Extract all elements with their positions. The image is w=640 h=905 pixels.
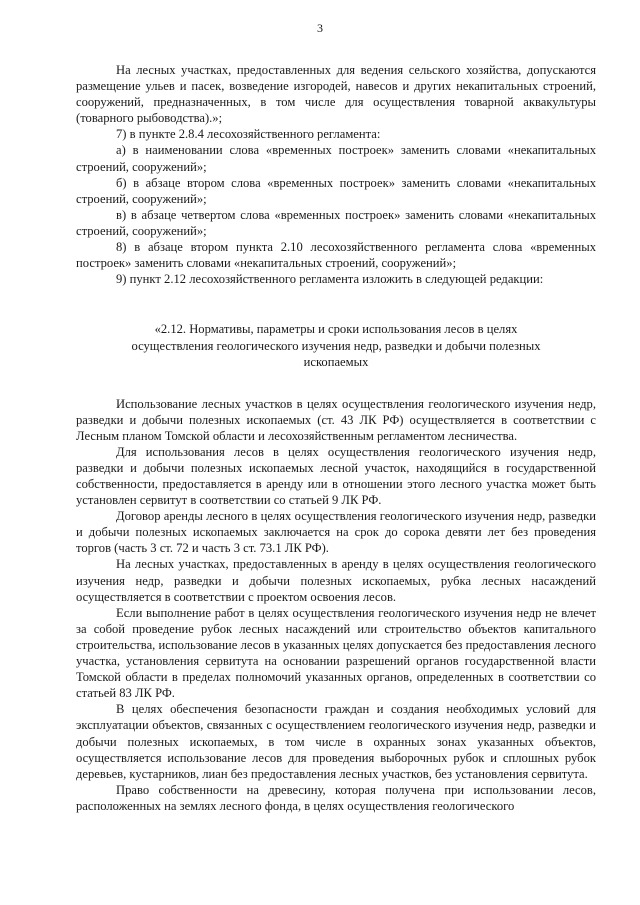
paragraph-section-5: Если выполнение работ в целях осуществления геологического изучения недр не влечет за собой проведение рубок лесных насаждений или строительство объектов капитального строительства, использование лесов в указанных целях допускается без предоставления лесного участка, установления сервитута на основании разрешений органов государственной власти Томской области в пределах полномочий указанных органов, определенных в соответствии со статьей 83 ЛК РФ. (76, 605, 596, 701)
paragraph-section-1: Использование лесных участков в целях осуществления геологического изучения недр, разведки и добычи полезных ископаемых (ст. 43 ЛК РФ) осуществляется в соответствии с Лесным планом Томской области и лесохозяйственным регламентом лесничества. (76, 396, 596, 443)
section-heading-line-3: ископаемых (303, 355, 369, 370)
document-body (76, 62, 596, 814)
section-heading-line-1: «2.12. Нормативы, параметры и сроки использования лесов в целях (154, 322, 518, 337)
paragraph-intro-1: На лесных участках, предоставленных для ведения сельского хозяйства, допускаются размещение ульев и пасек, возведение изгородей, навесов и других некапитальных строений, сооружений, предназначенных, в том числе для осуществления товарной аквакультуры (товарного рыбоводства).»; (76, 63, 596, 126)
section-heading-line-2: осуществления геологического изучения недр, разведки и добычи полезных (131, 338, 541, 353)
paragraph-section-6: В целях обеспечения безопасности граждан и создания необходимых условий для эксплуатации объектов, связанных с осуществлением геологического изучения недр, разведки и добычи полезных ископаемых, в том числе в охранных зонах указанных объектов, осуществляется использование лесов для проведения выборочных рубок и сплошных рубок деревьев, кустарников, лиан без предоставления лесных участков, без установления сервитута. (76, 702, 596, 781)
paragraph-section-7: Право собственности на древесину, которая получена при использовании лесов, расположенных на землях лесного фонда, в целях осуществления геологического (76, 782, 596, 813)
paragraph-intro-4: б) в абзаце втором слова «временных построек» заменить словами «некапитальных строений, сооружений»; (76, 175, 596, 206)
paragraph-intro-7: 9) пункт 2.12 лесохозяйственного регламента изложить в следующей редакции: (116, 272, 544, 287)
paragraph-section-4: На лесных участках, предоставленных в аренду в целях осуществления геологического изучения недр, разведки и добычи полезных ископаемых, рубка лесных насаждений осуществляется в соответствии с проектом освоения лесов. (76, 557, 596, 604)
paragraph-section-2: Для использования лесов в целях осуществления геологического изучения недр, разведки и добычи полезных ископаемых лесной участок, находящийся в государственной собственности, предоставляется в аренду или в отношении этого лесного участка может быть установлен сервитут в соответствии со статьей 9 ЛК РФ. (76, 444, 596, 508)
paragraph-intro-3: а) в наименовании слова «временных построек» заменить словами «некапитальных строений, сооружений»; (76, 143, 596, 174)
page-number: 3 (317, 21, 323, 35)
paragraph-intro-5: в) в абзаце четвертом слова «временных построек» заменить словами «некапитальных строений, сооружений»; (76, 207, 596, 238)
paragraph-intro-2: 7) в пункте 2.8.4 лесохозяйственного регламента: (116, 127, 381, 142)
paragraph-section-3: Договор аренды лесного в целях осуществления геологического изучения недр, разведки и добычи полезных ископаемых заключается на срок до сорока девяти лет без проведения торгов (часть 3 ст. 72 и часть 3 ст. 73.1 ЛК РФ). (76, 509, 596, 556)
paragraph-intro-6: 8) в абзаце втором пункта 2.10 лесохозяйственного регламента слова «временных построек» заменить словами «некапитальных строений, сооружений»; (76, 240, 596, 271)
section-heading (106, 321, 566, 370)
